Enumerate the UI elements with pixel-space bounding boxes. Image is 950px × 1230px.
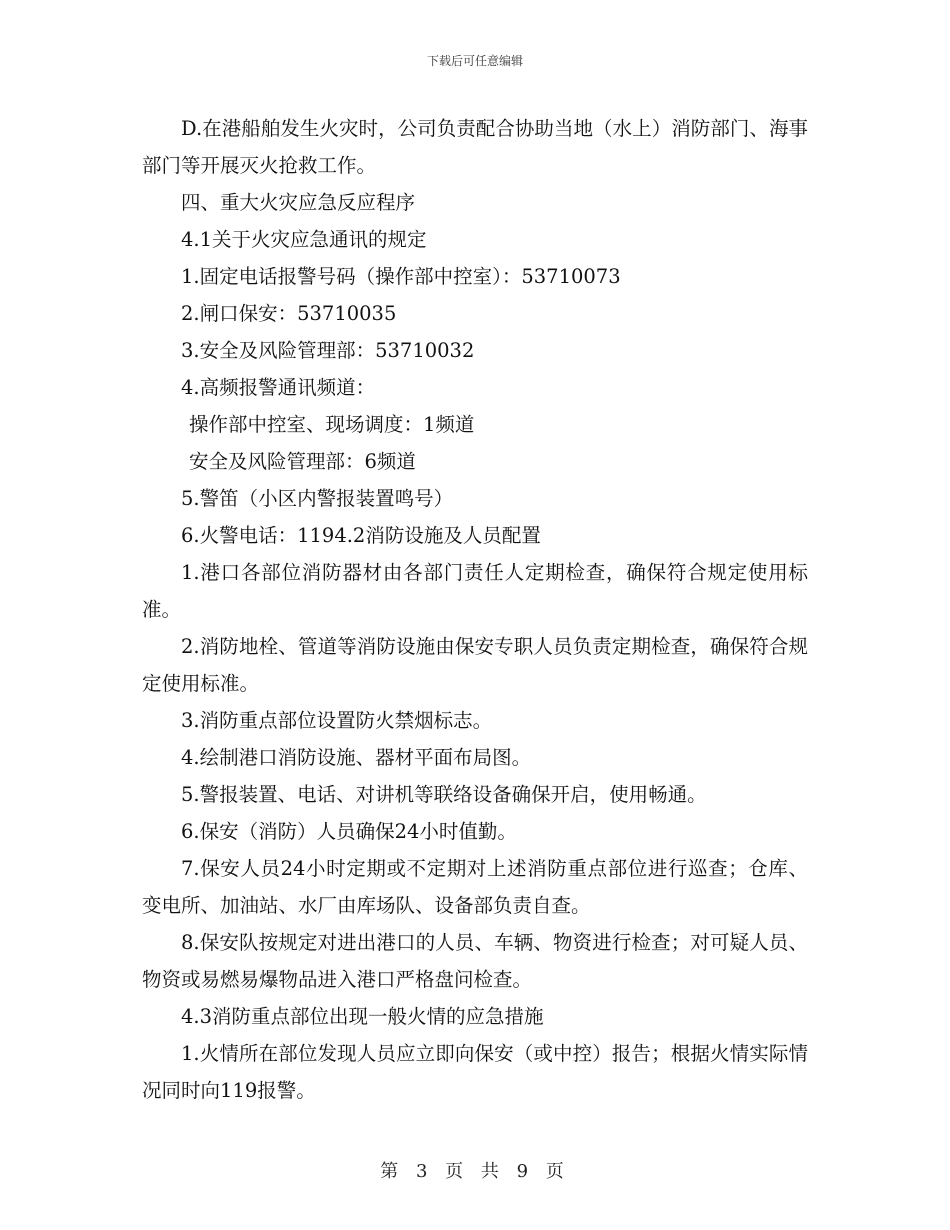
list-item: 2.消防地栓、管道等消防设施由保安专职人员负责定期检查，确保符合规定使用标准。	[142, 635, 808, 695]
list-item: 5.警笛（小区内警报装置鸣号）	[181, 487, 454, 510]
list-item: 6.保安（消防）人员确保24小时值勤。	[181, 820, 517, 843]
subsection-heading: 4.3消防重点部位出现一般火情的应急措施	[181, 1005, 544, 1028]
list-item: 2.闸口保安：53710035	[181, 302, 397, 325]
page-header: 下载后可任意编辑	[426, 54, 523, 68]
document-body	[142, 110, 808, 1109]
list-subitem: 安全及风险管理部：6频道	[189, 450, 416, 473]
list-item: 3.消防重点部位设置防火禁烟标志。	[181, 709, 493, 732]
list-item: 8.保安队按规定对进出港口的人员、车辆、物资进行检查；对可疑人员、物资或易燃易爆物品进入港口严格盘问检查。	[142, 931, 808, 991]
list-item: 1.火情所在部位发现人员应立即向保安（或中控）报告；根据火情实际情况同时向119报警。	[142, 1042, 808, 1102]
list-item: 1.固定电话报警号码（操作部中控室）：53710073	[181, 265, 621, 288]
section-heading: 四、重大火灾应急反应程序	[181, 191, 416, 214]
list-item: 1.港口各部位消防器材由各部门责任人定期检查，确保符合规定使用标准。	[142, 561, 808, 621]
list-item: 4.绘制港口消防设施、器材平面布局图。	[181, 746, 532, 769]
list-item: 7.保安人员24小时定期或不定期对上述消防重点部位进行巡查；仓库、变电所、加油站、水厂由库场队、设备部负责自查。	[142, 857, 808, 917]
page-number-footer: 第 3 页 共 9 页	[380, 1161, 570, 1182]
list-subitem: 操作部中控室、现场调度：1频道	[189, 413, 475, 436]
list-item: 5.警报装置、电话、对讲机等联络设备确保开启，使用畅通。	[181, 783, 707, 806]
list-item: 4.高频报警通讯频道：	[181, 376, 376, 399]
list-item: 3.安全及风险管理部：53710032	[181, 339, 475, 362]
list-item: 6.火警电话：1194.2消防设施及人员配置	[181, 524, 541, 547]
subsection-heading: 4.1关于火灾应急通讯的规定	[181, 228, 427, 251]
paragraph: D.在港船舶发生火灾时，公司负责配合协助当地（水上）消防部门、海事部门等开展灭火抢救工作。	[142, 117, 808, 177]
